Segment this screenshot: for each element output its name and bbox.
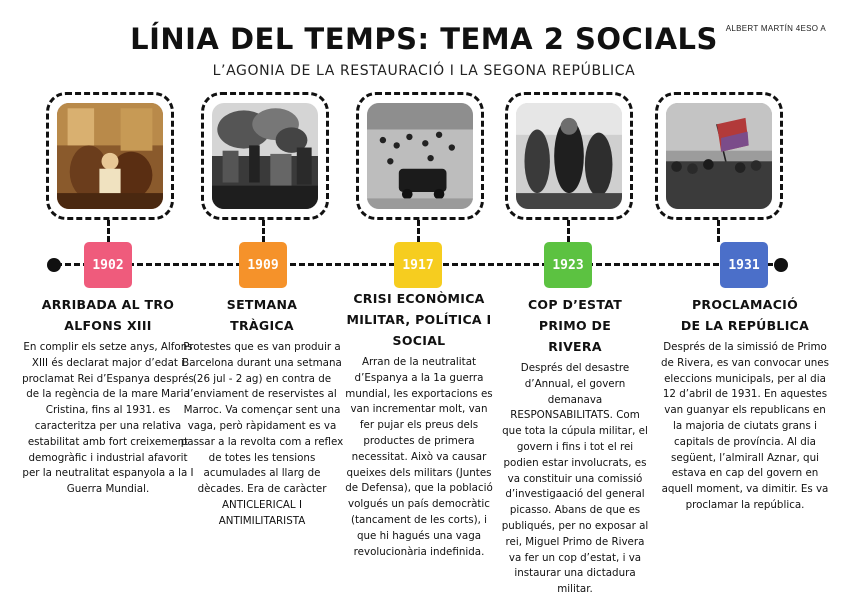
photo-primo-de-rivera [516, 103, 622, 209]
event-title: SETMANA TRÀGICA [226, 297, 298, 333]
year-badge-1909: 1909 [239, 242, 287, 288]
photo-frame-1902 [46, 92, 174, 220]
connector-1902 [107, 220, 110, 242]
year-badge-1923: 1923 [544, 242, 592, 288]
photo-street-crisis [367, 103, 473, 209]
photo-frame-1917 [356, 92, 484, 220]
event-1917 [344, 291, 494, 560]
year-badge-1917: 1917 [394, 242, 442, 288]
connector-1917 [417, 220, 420, 242]
connector-1923 [567, 220, 570, 242]
author-label: ALBERT MARTÍN 4ESO A [725, 24, 826, 33]
event-description: En complir els setze anys, Alfons XIII és declarat major d’edat i proclamat Rei d’Espanya després de la regència de la mare Maria Cristina, fins al 1931. es caracteritza per una relativa estabilitat amb fort creixement demogràfic i industrial afavorit per la neutralitat espanyola a la I Guerra Mundial. [22, 341, 194, 496]
timeline-start-dot [47, 258, 61, 272]
page-title: LÍNIA DEL TEMPS: TEMA 2 SOCIALS [130, 22, 718, 56]
connector-1931 [717, 220, 720, 242]
event-1931 [660, 294, 830, 514]
event-description: Després del desastre d’Annual, el govern demanava RESPONSABILITATS. Com que tota la cúpula militar, el govern i fins i tot el rei podien estar involucrats, es va constituir una comissió d’investigaació del general picasso. Abans de que es publiqués, per no exposar al rei, Miguel Primo de Rivera va fer un cop d’estat, i va instaurar una dictadura militar. [501, 362, 649, 596]
event-description: Arran de la neutralitat d’Espanya a la 1a guerra mundial, les exportacions es van incrementar molt, van fer pujar els preus dels productes de primera necessitat. Això va causar queixes dels militars (Juntes de Defensa), que la població volgués un país democràtic (tancament de les corts), i que hi hagués una vaga revolucionària indefinida. [345, 356, 493, 558]
photo-frame-1923 [505, 92, 633, 220]
photo-coronation [57, 103, 163, 209]
event-title: COP D’ESTAT PRIMO DE RIVERA [527, 297, 623, 354]
page-subtitle: L’AGONIA DE LA RESTAURACIÓ I LA SEGONA REPÚBLICA [212, 63, 636, 79]
event-1923 [500, 294, 650, 598]
year-badge-1902: 1902 [84, 242, 132, 288]
event-title: ARRIBADA AL TRO ALFONS XIII [41, 297, 175, 333]
event-description: Protestes que es van produir a Barcelona durant una setmana (26 jul - 2 ag) en contra de l’enviament de reservistes al Marroc. Va començar sent una vaga, però ràpidament es va passar a la revolta com a reflex de totes les tensions acumulades al llarg de dècades. Era de caràcter ANTICLERICAL I ANTIMILITARISTA [180, 341, 344, 527]
event-title: CRISI ECONÒMICA MILITAR, POLÍTICA I SOCIAL [346, 291, 492, 348]
photo-frame-1931 [655, 92, 783, 220]
photo-frame-1909 [201, 92, 329, 220]
photo-tragic-week [212, 103, 318, 209]
photo-republic [666, 103, 772, 209]
event-description: Després de la simissió de Primo de Rivera, es van convocar unes eleccions municipals, per al dia 12 d’abril de 1931. En aquestes van guanyar els republicans en la majoria de ciutats grans i capitals de província. Al dia següent, l’almirall Aznar, qui estava en cap del govern en aquell moment, va dimitir. Es va proclamar la república. [661, 341, 829, 511]
event-1902 [22, 294, 194, 498]
connector-1909 [262, 220, 265, 242]
timeline-end-dot [774, 258, 788, 272]
event-1909 [180, 294, 344, 530]
year-badge-1931: 1931 [720, 242, 768, 288]
event-title: PROCLAMACIÓ DE LA REPÚBLICA [680, 297, 810, 333]
